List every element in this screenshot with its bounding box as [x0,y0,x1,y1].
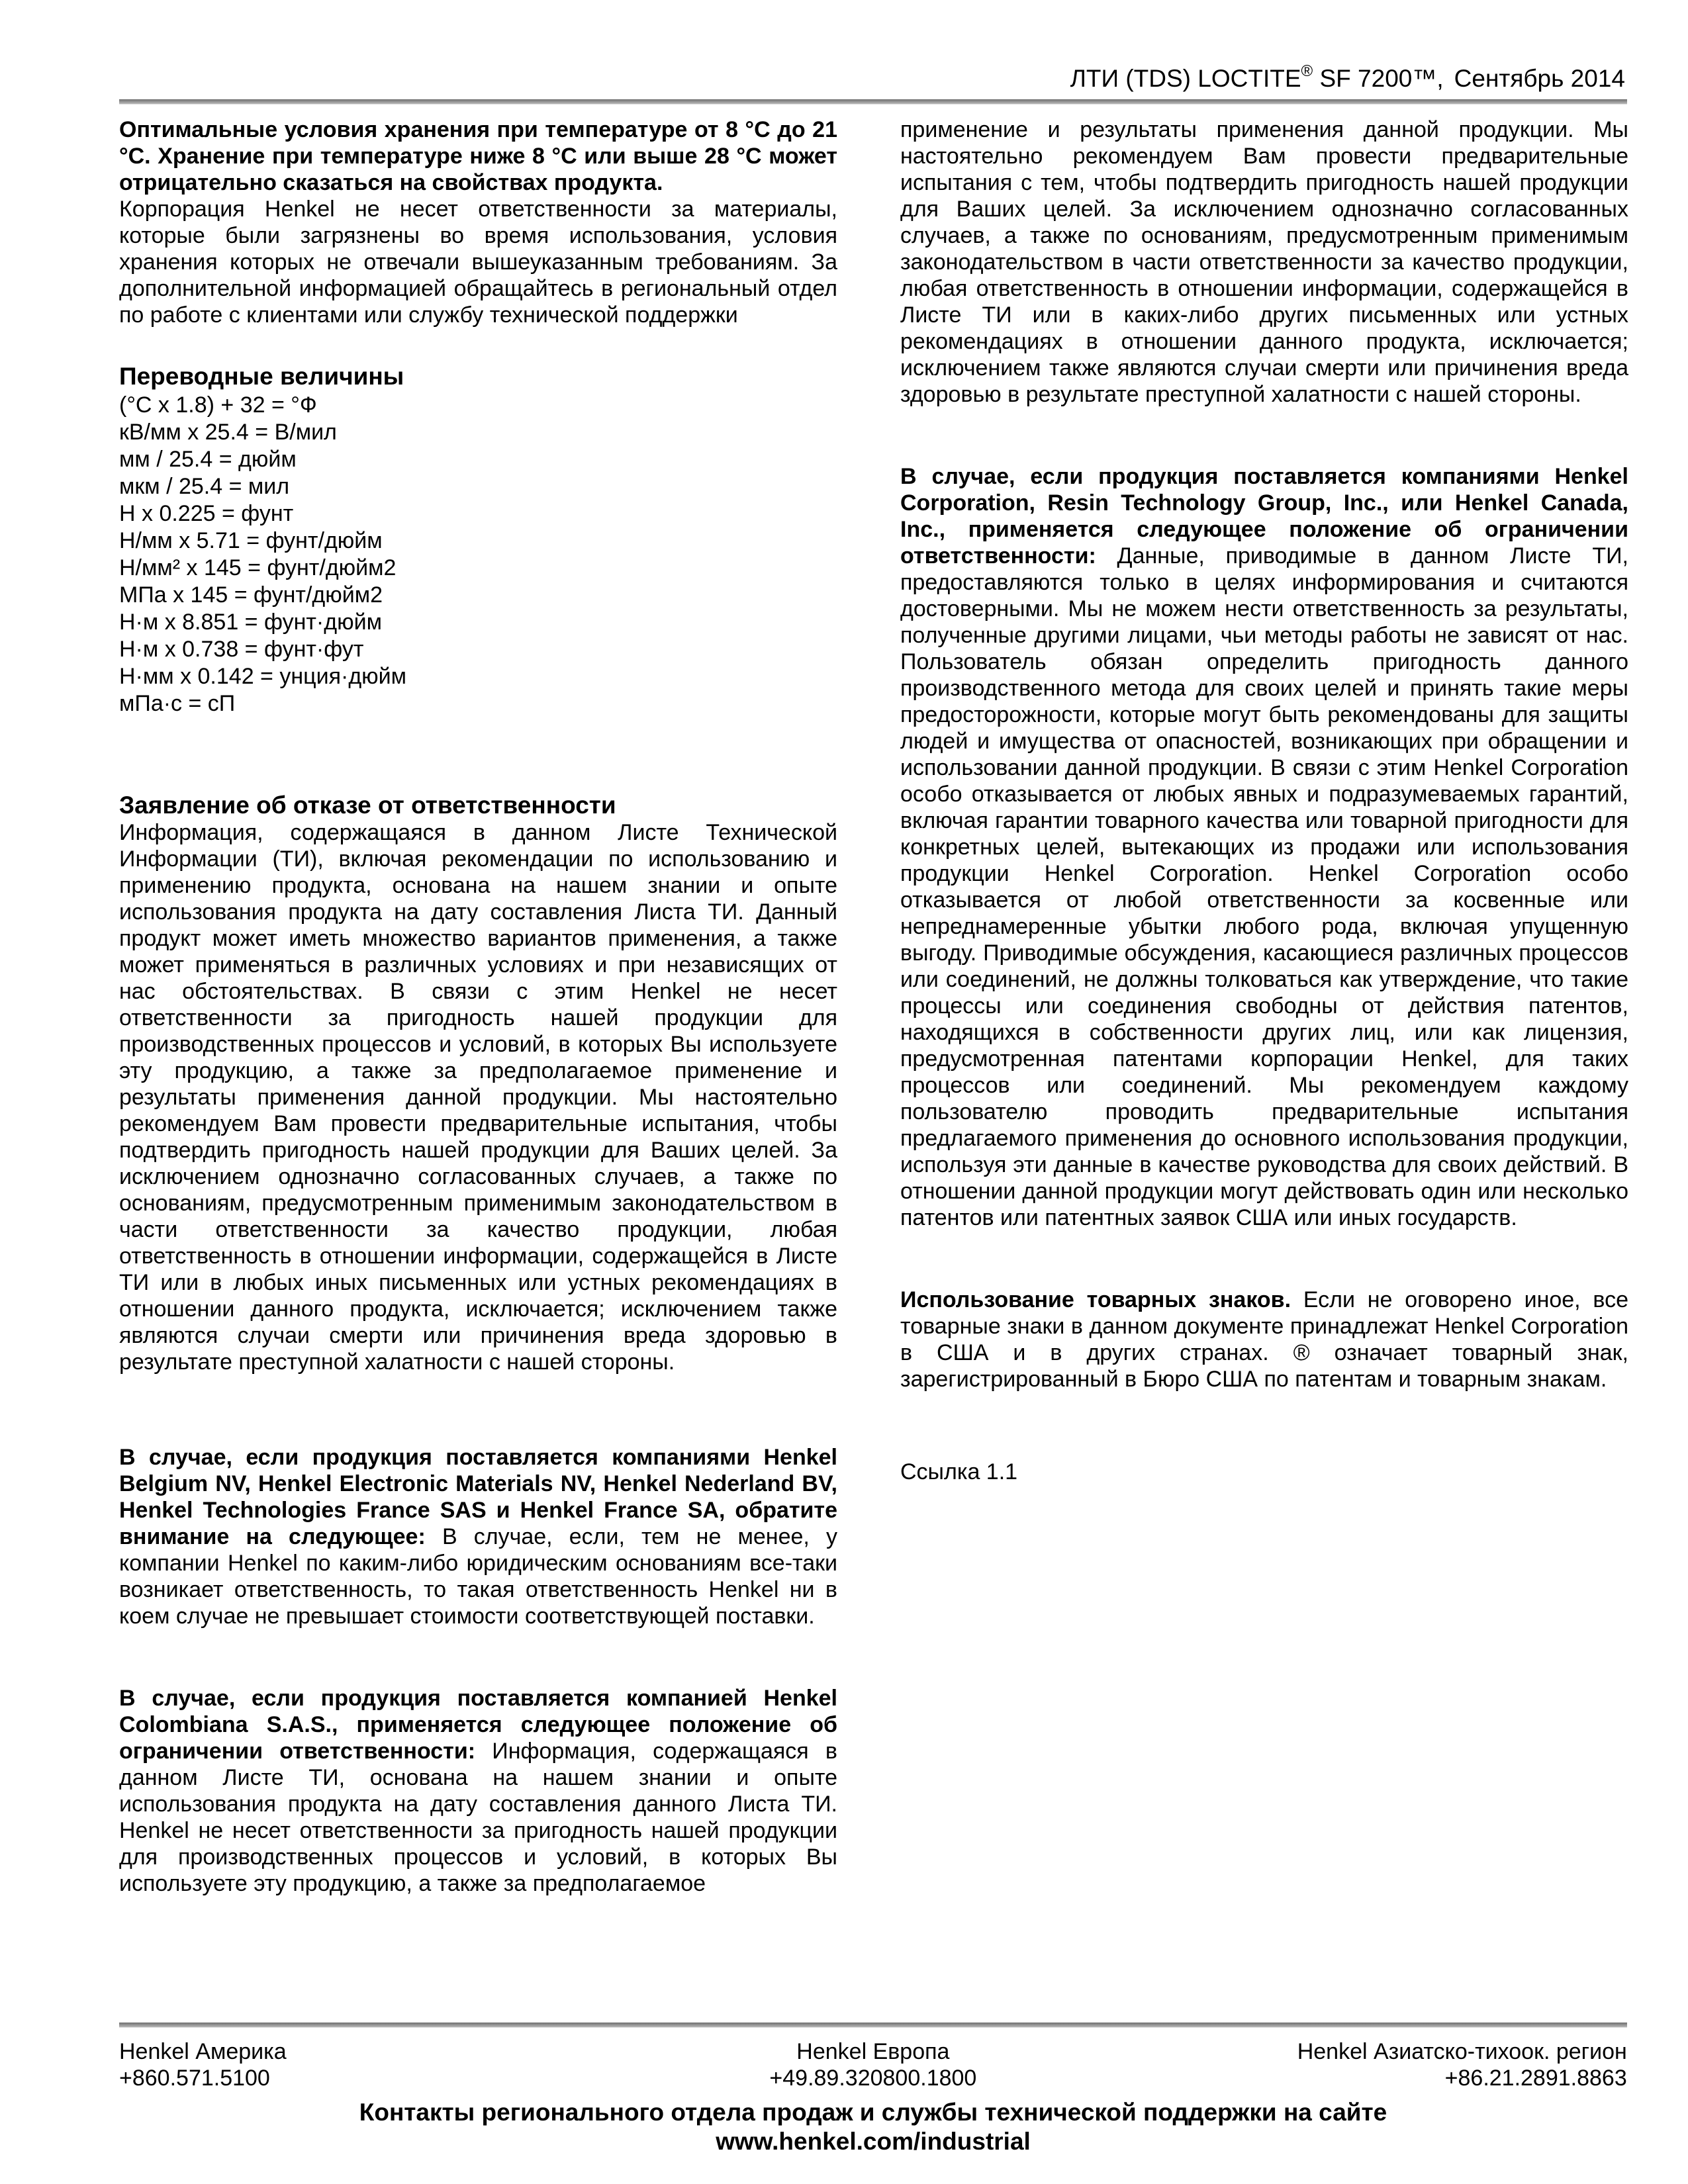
conversion-line: Н·м x 8.851 = фунт·дюйм [119,610,382,635]
trademark-usage-paragraph [900,1287,1628,1392]
footer-region-phone: +860.571.5100 [119,2066,270,2091]
corporation-liability-lead: В случае, если продукция поставляется компаниями Henkel Corporation, Resin Technology Group, Inc., или Henkel Canada, Inc., применяется следующее положение об ограничении ответственности: [900,464,1628,569]
title-suffix: SF 7200™, [1313,65,1444,92]
conversion-line: кВ/мм x 25.4 = В/мил [119,420,337,445]
footer-website: www.henkel.com/industrial [716,2128,1031,2155]
footer-contact-line: Контакты регионального отдела продаж и службы технической поддержки на сайте [359,2099,1387,2126]
footer-divider-rule [119,2023,1627,2028]
contamination-disclaimer-paragraph: Корпорация Henkel не несет ответственности за материалы, которые были загрязнены во время использования, условия хранения которых не отвечали вышеуказанным требованиям. За дополнительной информацией обращайтесь в региональный отдел по работе с клиентами или службу технической поддержки [119,197,837,328]
document-footer [119,2023,1627,2156]
storage-conditions-paragraph: Оптимальные условия хранения при температуре от 8 °C до 21 °C. Хранение при температуре ниже 8 °C или выше 28 °C может отрицательно сказаться на свойствах продукта. [119,117,837,195]
conversions-heading: Переводные величины [119,363,404,390]
liability-continuation-paragraph: применение и результаты применения данной продукции. Мы настоятельно рекомендуем Вам провести предварительные испытания с тем, чтобы подтвердить пригодность нашей продукции для Ваших целей. За исключением однозначно согласованных случаев, а также по основаниям, предусмотренным применимым законодательством в части ответственности за качество продукции, любая ответственность в отношении информации, содержащейся в Листе ТИ или в каких-либо других письменных или устных рекомендациях в отношении данного продукта, исключается; исключением также являются случаи смерти или причинения вреда здоровью в результате преступной халатности с нашей стороны. [900,117,1628,407]
document-date: Сентябрь 2014 [1454,65,1625,92]
document-header [119,58,1625,92]
corporation-liability-paragraph [900,463,1628,1231]
disclaimer-paragraph: Информация, содержащаяся в данном Листе Технической Информации (ТИ), включая рекомендации по использованию и применению продукта, основана на нашем знании и опыте использования продукта на дату составления Листа ТИ. Данный продукт может иметь множество вариантов применения, а также может применяться в различных условиях и при независящих от нас обстоятельствах. В связи с этим Henkel не несет ответственности за пригодность нашей продукции для производственных процессов и условий, в которых Вы используете эту продукцию, а также за предполагаемое применение и результаты применения данной продукции. Мы настоятельно рекомендуем Вам провести предварительные испытания, чтобы подтвердить пригодность нашей продукции для Ваших целей. За исключением однозначно согласованных случаев, а также по основаниям, предусмотренным применимым законодательством в части ответственности за качество продукции, любая ответственность в отношении информации, содержащейся в Листе ТИ или в любых иных письменных или устных рекомендациях в отношении данного продукта, исключается; исключением также являются случаи смерти или причинения вреда здоровью в результате преступной халатности с нашей стороны. [119,820,837,1375]
conversion-line: Н·м x 0.738 = фунт·фут [119,637,364,662]
conversion-line: мкм / 25.4 = мил [119,474,290,499]
footer-region-phone: +49.89.320800.1800 [769,2066,977,2091]
footer-regions [119,2038,1627,2091]
conversion-line: Н·мм x 0.142 = унция·дюйм [119,664,407,689]
conversion-line: Н/мм x 5.71 = фунт/дюйм [119,528,383,553]
footer-region-name: Henkel Европа [796,2039,950,2064]
trademark-usage-lead: Использование товарных знаков. [900,1287,1303,1312]
disclaimer-heading: Заявление об отказе от ответственности [119,792,616,819]
conversion-line: мПа·с = сП [119,691,236,716]
conversion-line: мм / 25.4 = дюйм [119,447,297,472]
document-body [119,116,1628,1897]
trademark-usage-text: Если не оговорено иное, все товарные знаки в данном документе принадлежат Henkel Corporation в США и в других странах. ® означает товарный знак, зарегистрированный в Бюро США по патентам и товарным знакам. [900,1287,1628,1392]
conversion-line: Н/мм² x 145 = фунт/дюйм2 [119,555,397,580]
footer-region-americas [119,2038,622,2091]
benelux-liability-paragraph [119,1444,837,1629]
left-column [119,116,837,1897]
corporation-liability-text: Данные, приводимые в данном Листе ТИ, предоставляются только в целях информирования и считаются достоверными. Мы не можем нести ответственность за результаты, полученные другими лицами, чьи методы работы не зависят от нас. Пользователь обязан определить пригодность данного производственного метода для своих целей и принять такие меры предосторожности, которые могут быть рекомендованы для защиты людей и имущества от опасностей, возникающих при обращении и использовании данной продукции. В связи с этим Henkel Corporation особо отказывается от любых явных и подразумеваемых гарантий, включая гарантии товарного качества или товарной пригодности для конкретных целей, вытекающих из продажи или использования продукции Henkel Corporation. Henkel Corporation особо отказывается от любой ответственности за косвенные или непреднамеренные убытки любого рода, включая упущенную выгоду. Приводимые обсуждения, касающиеся различных процессов или соединений, не должны толковаться как утверждение, что такие процессы или соединения свободны от действия патентов, находящихся в собственности других лиц, или как лицензия, предусмотренная патентами корпорации Henkel, для таких процессов или соединений. Мы рекомендуем каждому пользователю проводить предварительные испытания предлагаемого применения до основного использования продукции, используя эти данные в качестве руководства для своих действий. В отношении данной продукции могут действовать один или несколько патентов или патентных заявок США или иных государств. [900,543,1628,1230]
colombiana-liability-lead: В случае, если продукция поставляется компанией Henkel Colombiana S.A.S., применяется следующее положение об ограничении ответственности: [119,1686,837,1764]
header-divider-rule [119,99,1627,105]
footer-region-name: Henkel Азиатско-тихоок. регион [1297,2039,1627,2064]
right-column [900,116,1628,1897]
footer-region-asia-pacific [1125,2038,1627,2091]
conversion-line: Н x 0.225 = фунт [119,501,294,526]
colombiana-liability-text: Информация, содержащаяся в данном Листе ТИ, основана на нашем знании и опыте использования продукта на дату составления данного Листа ТИ. Henkel не несет ответственности за пригодность нашей продукции для производственных процессов и условий, в которых Вы используете эту продукцию, а также за предполагаемое [119,1739,837,1896]
registered-trademark-icon: ® [1301,62,1313,80]
reference-label: Ссылка 1.1 [900,1459,1018,1484]
benelux-liability-text: В случае, если, тем не менее, у компании Henkel по каким-либо юридическим основаниям все-таки возникает ответственность, то такая ответственность Henkel ни в коем случае не превышает стоимости соответствующей поставки. [119,1524,837,1629]
benelux-liability-lead: В случае, если продукция поставляется компаниями Henkel Belgium NV, Henkel Electronic Materials NV, Henkel Nederland BV, Henkel Technologies France SAS и Henkel France SA, обратите внимание на следующее: [119,1445,837,1549]
conversion-line: (°C x 1.8) + 32 = °Ф [119,392,317,418]
footer-region-name: Henkel Америка [119,2039,287,2064]
footer-region-europe [622,2038,1124,2091]
conversion-line: МПа x 145 = фунт/дюйм2 [119,582,383,608]
footer-region-phone: +86.21.2891.8863 [1444,2066,1627,2091]
conversion-list [119,392,837,717]
document-title [1070,62,1444,92]
title-prefix: ЛТИ (TDS) LOCTITE [1070,65,1301,92]
colombiana-liability-paragraph [119,1685,837,1897]
